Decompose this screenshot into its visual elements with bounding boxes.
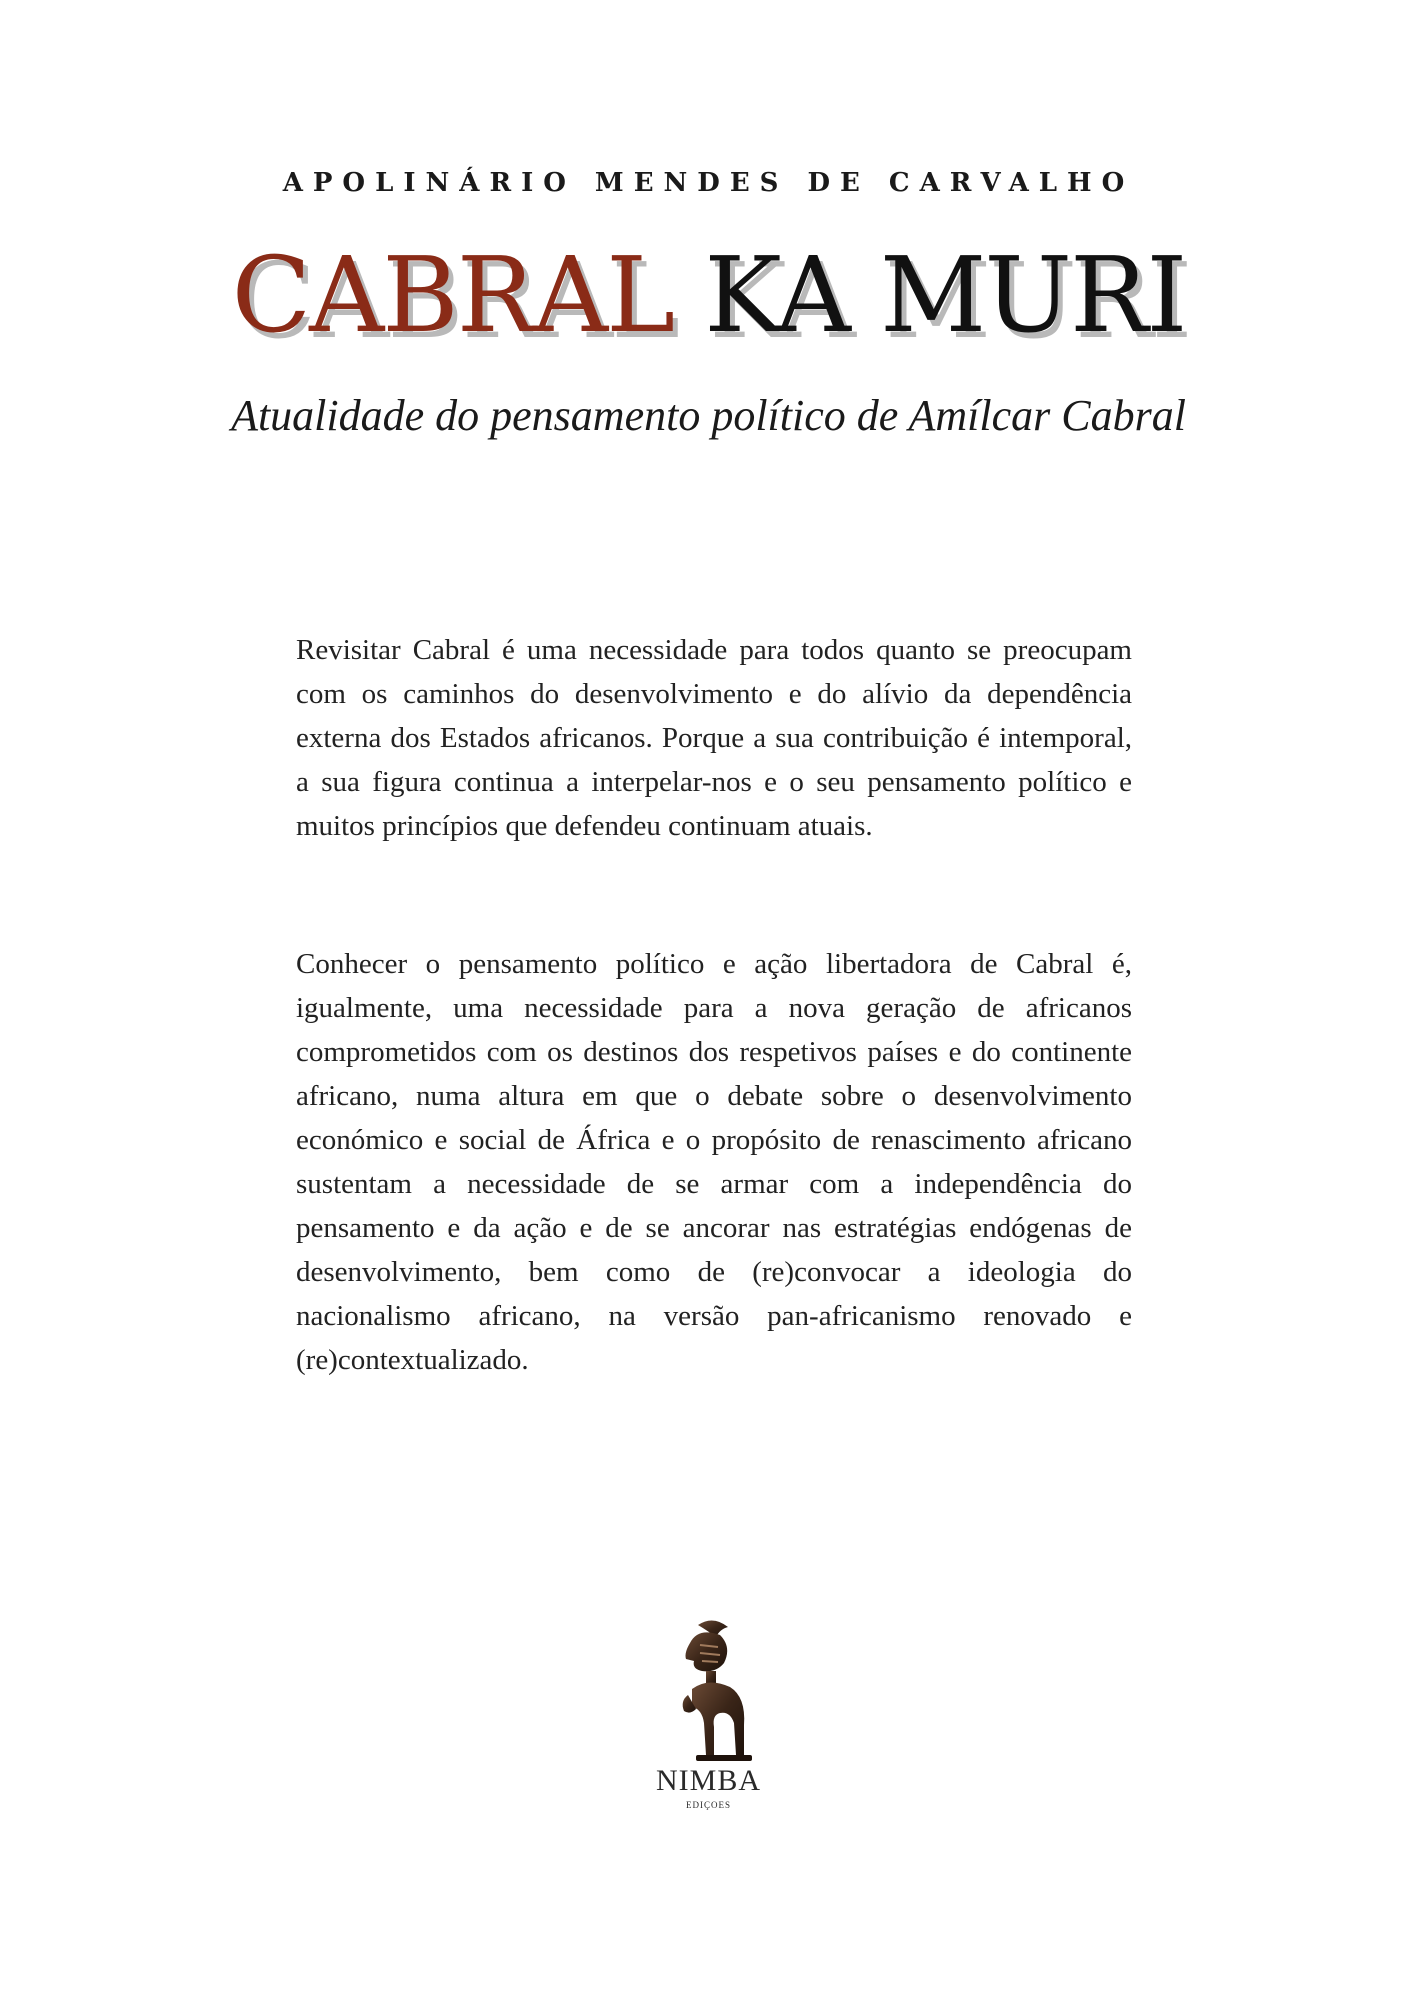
book-title [0,234,1417,356]
author-name: APOLINÁRIO MENDES DE CARVALHO [282,168,1135,198]
title-part-cabral: CABRAL [231,234,674,356]
paragraph-1: Revisitar Cabral é uma necessidade para todos quanto se preocupam com os caminhos do desenvolvimento e do alívio da dependência externa dos Estados africanos. Porque a sua contribuição é intemporal, a sua figura continua a interpelar-nos e o seu pensamento político e muitos princípios que defendeu continuam atuais. [296,634,1132,842]
book-subtitle: Atualidade do pensamento político de Amílcar Cabral [231,391,1186,440]
publisher-name: NIMBA [655,1764,761,1797]
publisher-subtitle: EDIÇOES [686,1800,731,1810]
title-part-ka-muri: KA MURI [704,234,1186,356]
paragraph-2: Conhecer o pensamento político e ação libertadora de Cabral é, igualmente, uma necessidade para a nova geração de africanos comprometidos com os destinos dos respetivos países e do continente africano, numa altura em que o debate sobre o desenvolvimento económico e social de África e o propósito de renascimento africano sustentam a necessidade de se armar com a independência do pensamento e da ação e de se ancorar nas estratégias endógenas de desenvolvimento, bem como de (re)convocar a ideologia do nacionalismo africano, na versão pan-africanismo renovado e (re)contextualizado. [296,948,1132,1376]
